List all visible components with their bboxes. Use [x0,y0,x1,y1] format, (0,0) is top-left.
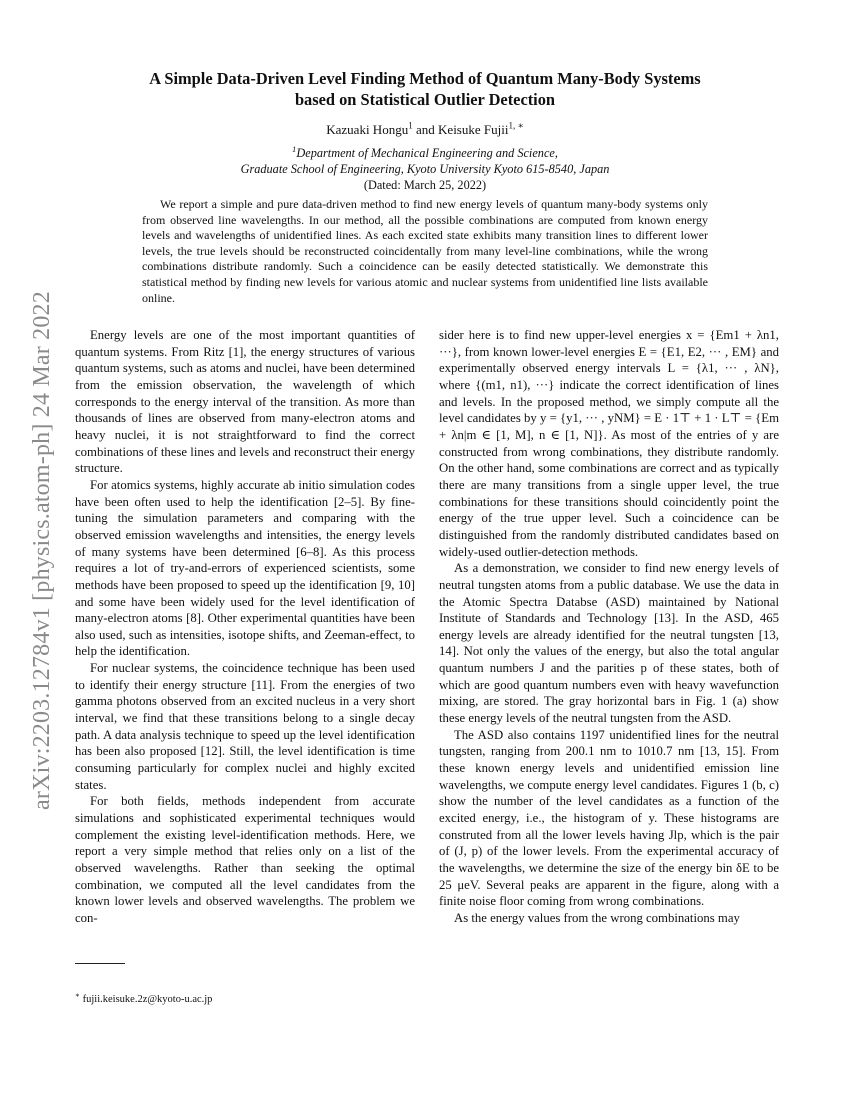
paper-title [80,68,770,110]
date-line: (Dated: March 25, 2022) [363,178,487,192]
arxiv-identifier [12,240,72,860]
paragraph: For atomics systems, highly accurate ab initio simulation codes have been often used to help the identification [2–5]. By fine-tuning the simulation parameters and comparing with the observed emission wavelengths and intensities, the energy levels of many systems have been determined [6–8]. As this process requires a lot of try-and-errors of experienced scientists, some methods have been proposed to speed up the identification [9, 10] and some have been widely used for the level identification of many-electron atoms [8]. Other experimental quantities have been also used, such as intensities, isotope shifts, and Zeeman-effect, to help the identification. [75,477,415,659]
author-2-affil-mark: 1, ∗ [508,120,524,131]
right-column [439,327,779,927]
left-column [75,327,415,927]
paragraph: Energy levels are one of the most important quantities of quantum systems. From Ritz [1], the energy structures of various quantum systems, such as atoms and nuclei, have been determined from the emission observation, the wavelength of which corresponds to the energy interval of the transition. As more than thousands of lines are observed from many-electron atoms and heavy nuclei, it is not straightforward to find the correct combinations of these lines and levels and reconstruct their energy structure. [75,328,415,476]
paragraph: sider here is to find new upper-level energies x = {Em1 + λn1, ···}, from known lower-level energies E = {E1, E2, ··· , EM} and experimentally observed energy intervals L = {λ1, ··· , λN}, where {(m1, n1), ···} indicate the correct identification of lines and levels. In the proposed method, we simply compute all the level candidates by y = {y1, ··· , yNM} = E · 1⊤ + 1 · L⊤ = {Em + λn|m ∈ [1, M], n ∈ [1, N]}. As most of the entries of y are constructed from wrong combinations, they distribute randomly. On the other hand, some combinations are correct and as typically there are many transitions from a single upper level, the true combinations for these transitions should coincidently point the energy of the true upper level. Such a coincidence can be distinguished from the randomly distributed candidates based on widely-used outlier-detection methods. [439,328,779,559]
paragraph: As the energy values from the wrong combinations may [454,910,740,925]
affiliation-line-1: Department of Mechanical Engineering and Science, [296,146,558,160]
title-line-2: based on Statistical Outlier Detection [294,90,556,109]
author-list [80,122,770,138]
footnote [75,990,415,1006]
title-line-1: A Simple Data-Driven Level Finding Method of Quantum Many-Body Systems [149,69,701,88]
footnote-email: fujii.keisuke.2z@kyoto-u.ac.jp [82,994,213,1005]
footnote-mark: ∗ [75,990,80,1000]
author-1: Kazuaki Hongu [326,122,409,137]
author-1-affil-mark: 1 [408,120,413,131]
paragraph: As a demonstration, we consider to find new energy levels of neutral tungsten atoms from a public database. We use the data in the Atomic Spectra Databse (ASD) maintained by National Institute of Standards and Technology [13]. In the ASD, 465 energy levels are already identified for the neutral tungsten [13, 14]. Not only the values of the energy, but also the total angular quantum numbers J and the parities p of these states, both of which are good quantum numbers even with heavy wavefunction mixing, are stored. The gray horizontal bars in Fig. 1 (a) show these energy levels of the neutral tungsten from the ASD. [439,561,779,726]
arxiv-identifier-text: arXiv:2203.12784v1 [physics.atom-ph] 24 Mar 2022 [28,290,55,810]
affiliation-mark: 1 [292,143,297,154]
paragraph: The ASD also contains 1197 unidentified lines for the neutral tungsten, ranging from 200.1 nm to 1010.7 nm [13, 15]. From these known energy levels and unidentified emission line wavelengths, we compute energy level candidates. Figures 1 (b, c) show the number of the level candidates as a function of the excited energy, i.e., the histogram of y. These histograms are construted from all the lower levels having Jlp, which is the pair of (J, p) of the lower levels. From the experimental accuracy of the wavelengths, we determine the size of the energy bin δE to be 25 μeV. Several peaks are apparent in the figure, along with a finite noise floor coming from wrong combinations. [439,727,779,909]
footnote-divider [75,963,125,964]
author-conjunction: and [416,122,435,137]
author-2: Keisuke Fujii [438,122,509,137]
paragraph: For both fields, methods independent from accurate simulations and sophisticated experimental techniques would complement the existing level-identification methods. Here, we report a very simple method that relies only on a list of the observed wavelengths. Rather than seeking the optimal combination, we computed all the level candidates from the known lower levels and observed wavelengths. The problem we con- [75,794,415,925]
abstract: We report a simple and pure data-driven method to find new energy levels of quantum many-body systems only from observed line wavelengths. In our method, all the possible combinations are computed from known energy levels and wavelengths of unidentified lines. As each excited state exhibits many transition lines to different lower levels, the true levels should be reconstructed coincidentally from many level-line combinations, while the wrong combinations distribute randomly. Such a coincidence can be easily detected statistically. We demonstrate this statistical method by finding new levels for various atomic and nuclear systems from unidentified line lists available online. [142,197,708,305]
affiliation [80,143,770,177]
paragraph: For nuclear systems, the coincidence technique has been used to identify their energy structure [11]. From the energies of two gamma photons observed from an excited nucleus in a very short interval, we find that these transitions belong to a single decay path. A data analysis technique to speed up the level identification has been also proposed [12]. Still, the level identification is time consuming particularly for complex nuclei and highly excited states. [75,661,415,792]
affiliation-line-2: Graduate School of Engineering, Kyoto University Kyoto 615-8540, Japan [240,161,610,176]
